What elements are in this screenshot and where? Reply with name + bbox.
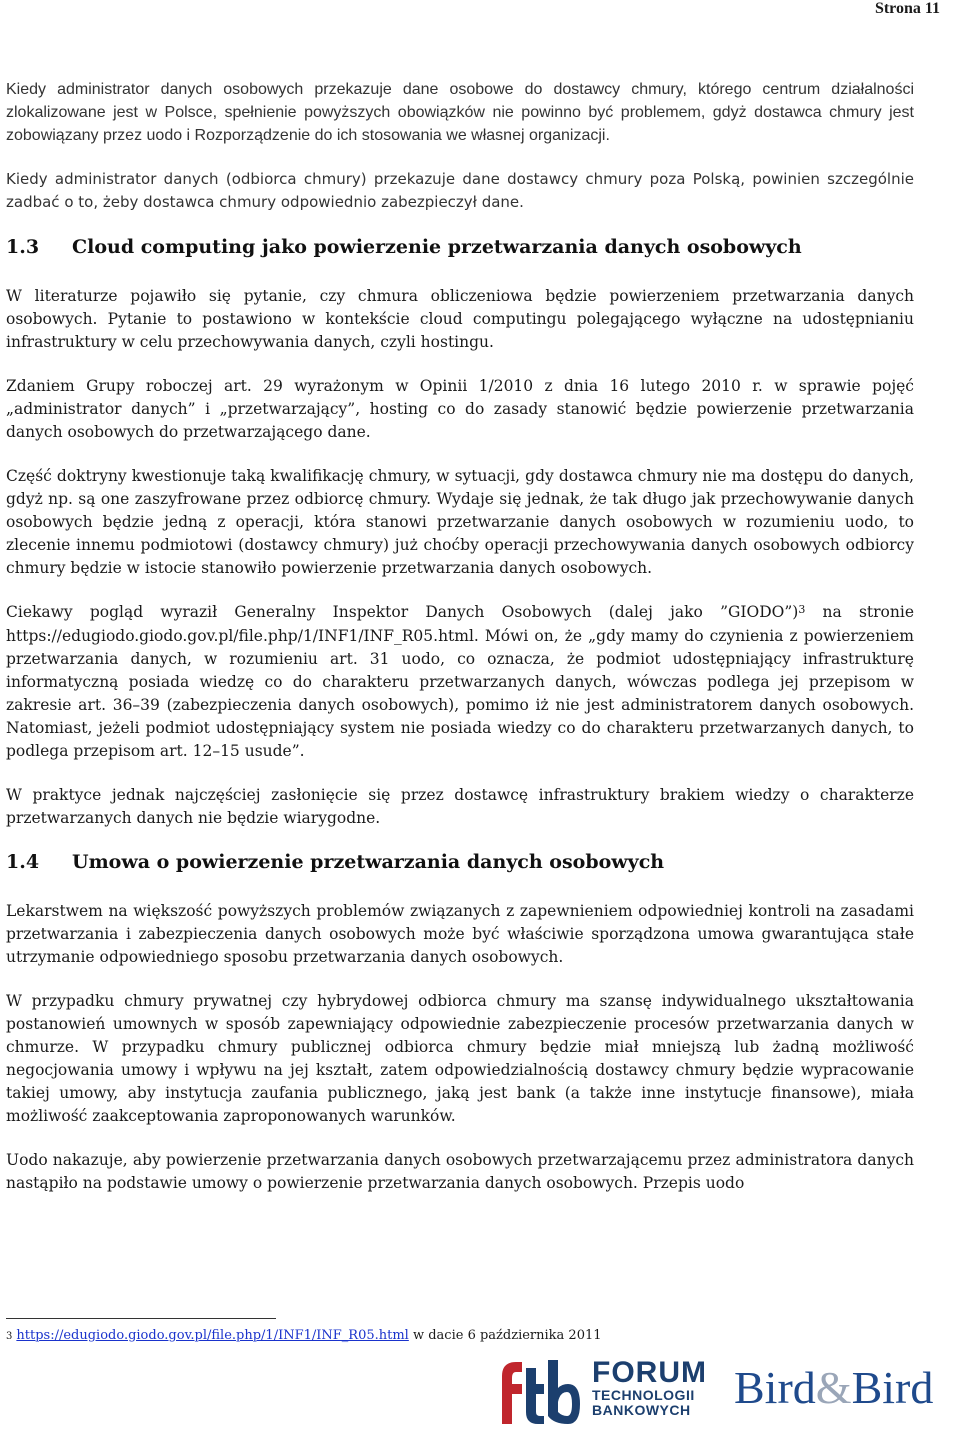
paragraph: W przypadku chmury prywatnej czy hybrydowej odbiorca chmury ma szansę indywidualnego ukształtowania postanowień umownych w sposób zapewniający odpowiednie zabezpieczenie procesów przetwarzania danych w chmurze. W przypadku chmury publicznej odbiorca chmury będzie miał mniejszą lub żadną możliwość negocjowania umowy i wpływu na jej kształt, zatem odpowiedzialnością dostawcy chmury będzie wypracowanie takiej umowy, aby instytucja zaufania publicznego, jaką jest bank (a także inne instytucje finansowe), miała możliwość zaakceptowania zaproponowanych warunków. [6, 992, 914, 1125]
paragraph-text: Ciekawy pogląd wyraził Generalny Inspektor Danych Osobowych (dalej jako ”GIODO”) [6, 603, 799, 621]
paragraph: Zdaniem Grupy roboczej art. 29 wyrażonym w Opinii 1/2010 z dnia 16 lutego 2010 r. w sprawie pojęć „administrator danych” i „przetwarzający”, hosting co do zasady stanowić będzie powierzenie przetwarzania danych osobowych do przetwarzającego dane. [6, 377, 914, 441]
paragraph: Kiedy administrator danych osobowych przekazuje dane osobowe do dostawcy chmury, którego centrum działalności zlokalizowane jest w Polsce, spełnienie powyższych obowiązków nie powinno być problemem, gdyż dostawca chmury jest zobowiązany przez uodo i Rozporządzenie do ich stosowania we własnej organizacji. [6, 81, 914, 144]
logo-ampersand: & [815, 1362, 852, 1413]
paragraph: Lekarstwem na większość powyższych problemów związanych z zapewnieniem odpowiedniej kontroli na zasadami przetwarzania i zabezpieczenia danych osobowych może być właściwie sporządzona umowa gwarantująca stałe utrzymanie odpowiedniego sposobu przetwarzania danych osobowych. [6, 902, 914, 966]
paragraph: Część doktryny kwestionuje taką kwalifikację chmury, w sytuacji, gdy dostawca chmury nie ma dostępu do danych, gdyż np. są one zaszyfrowane przez odbiorcę chmury. Wydaje się jednak, że tak długo jak przechowywanie danych osobowych będzie jedną z operacji, która stanowi przetwarzanie danych osobowych w rozumieniu uodo, to zlecenie innemu podmiotowi (dostawcy chmury) już choćby operacji przechowywania danych osobowych odbiorcy chmury będzie w istocie stanowiło powierzenie przetwarzania danych osobowych. [6, 467, 914, 577]
footnote-text: w dacie 6 października 2011 [408, 1328, 602, 1343]
paragraph-text: na stronie https://edugiodo.giodo.gov.pl/file.php/1/INF1/INF_R05.html. Mówi on, że „gdy mamy do czynienia z powierzeniem przetwarzania danych, w rozumieniu art. 31 uodo, co oznacza, że podmiot udostępniający infrastrukturę informatyczną posiada wiedzę co do charakteru przetwarzanych danych, wówczas podlega jej przepisom w zakresie art. 36–39 (zabezpieczenia danych osobowych), pomimo iż nie jest administratorem danych osobowych. Natomiast, jeżeli podmiot udostępniający system nie posiada wiedzy co do charakteru przetwarzanych danych, to podlega przepisom art. 12–15 usude”. [6, 603, 914, 760]
logo-text: Bird [734, 1362, 816, 1413]
section-number: 1.4 [6, 851, 40, 873]
section-heading-1-4 [6, 851, 914, 874]
footnote [6, 1328, 602, 1343]
paragraph: W praktyce jednak najczęściej zasłonięcie się przez dostawcę infrastruktury brakiem wiedzy o charakterze przetwarzanych danych nie będzie wiarygodne. [6, 786, 914, 827]
logo-text: Bird [851, 1362, 934, 1413]
logo-text: TECHNOLOGII [592, 1387, 695, 1403]
footnote-mark: 3 [6, 1331, 13, 1342]
ftb-logo [488, 1354, 582, 1426]
forum-technologii-bankowych-logo [592, 1358, 707, 1418]
section-heading-1-3 [6, 236, 914, 259]
section-title: Umowa o powierzenie przetwarzania danych osobowych [72, 851, 665, 873]
logo-text: BANKOWYCH [592, 1402, 691, 1418]
bird-and-bird-logo [734, 1362, 933, 1414]
ftb-f-shape [502, 1362, 522, 1424]
paragraph: W literaturze pojawiło się pytanie, czy chmura obliczeniowa będzie powierzeniem przetwarzania danych osobowych. Pytanie to postawiono w kontekście cloud computingu polegającego wyłączne na udostępnianiu infrastruktury w celu przechowywania danych, czyli hostingu. [6, 287, 914, 351]
section-title: Cloud computing jako powierzenie przetwarzania danych osobowych [72, 236, 802, 258]
paragraph: Uodo nakazuje, aby powierzenie przetwarzania danych osobowych przetwarzającemu przez administratora danych nastąpiło na podstawie umowy o powierzenie przetwarzania danych osobowych. Przepis uodo [6, 1151, 914, 1192]
paragraph: Kiedy administrator danych (odbiorca chmury) przekazuje dane dostawcy chmury poza Polską, powinien szczególnie zadbać o to, żeby dostawca chmury odpowiednio zabezpieczył dane. [6, 170, 914, 211]
page-number: Strona 11 [874, 0, 940, 17]
footer-logos [488, 1354, 960, 1430]
ftb-t-shape [526, 1368, 544, 1424]
section-number: 1.3 [6, 236, 40, 258]
footnote-separator [6, 1318, 276, 1319]
footnote-link[interactable]: https://edugiodo.giodo.gov.pl/file.php/1/INF1/INF_R05.html [16, 1328, 409, 1343]
footnote-reference[interactable]: 3 [798, 603, 806, 616]
ftb-b-shape [548, 1360, 580, 1424]
document-body [6, 78, 914, 1216]
logo-text: FORUM [592, 1356, 707, 1389]
paragraph-with-footnote [6, 601, 914, 763]
